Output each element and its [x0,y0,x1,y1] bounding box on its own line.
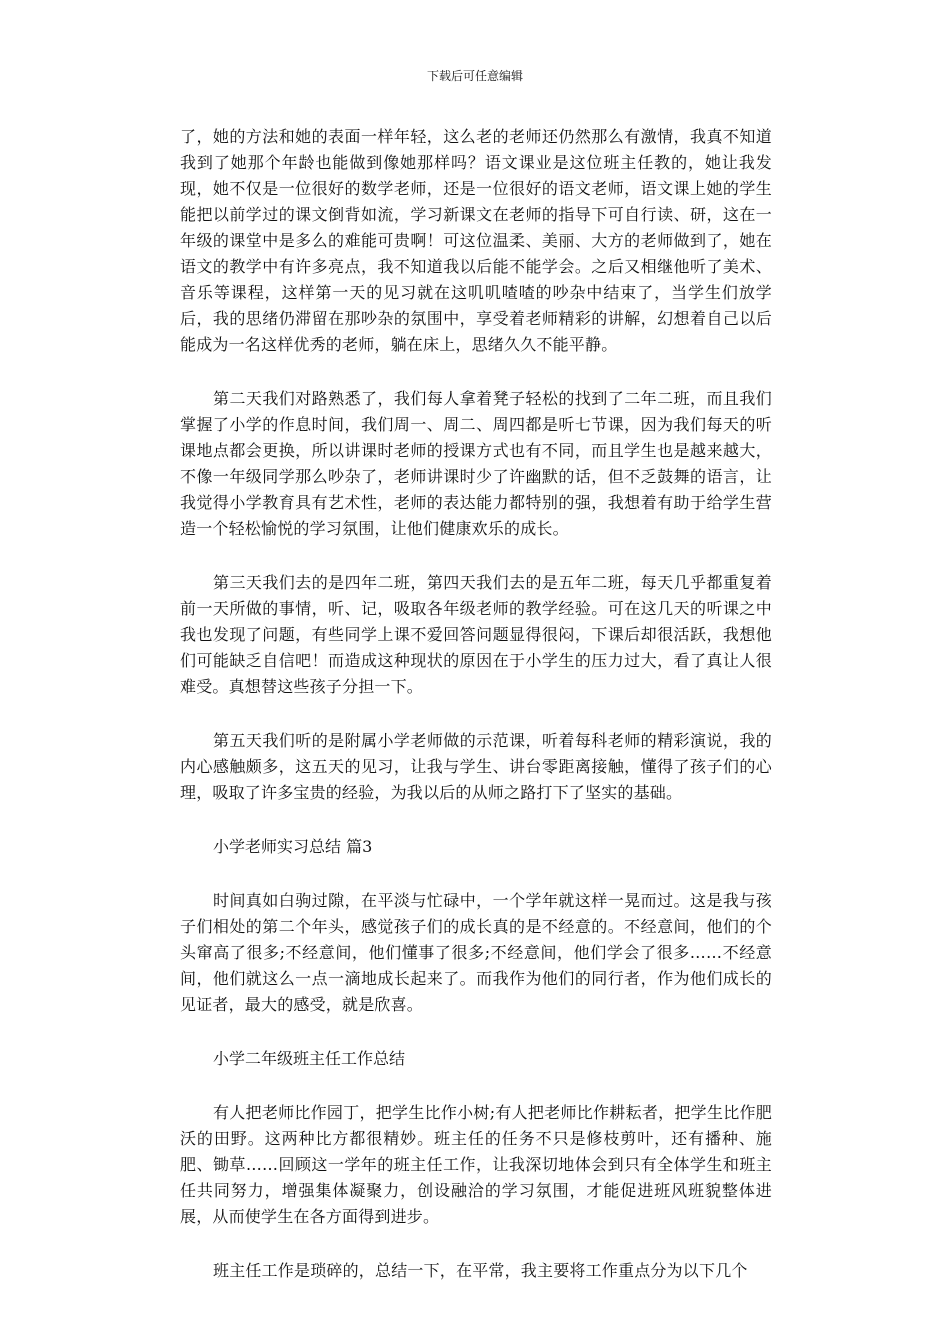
paragraph-3: 第三天我们去的是四年二班，第四天我们去的是五年二班，每天几乎都重复着前一天所做的事情，听、记，吸取各年级老师的教学经验。可在这几天的听课之中我也发现了问题，有些同学上课不爱回答问题显得很闷，下课后却很活跃，我想他们可能缺乏自信吧！而造成这种现状的原因在于小学生的压力过大，看了真让人很难受。真想替这些孩子分担一下。 [180,573,772,696]
paragraph-7: 班主任工作是琐碎的，总结一下，在平常，我主要将工作重点分为以下几个 [213,1261,748,1280]
section-heading-1: 小学老师实习总结 篇3 [213,837,373,856]
paragraph-1: 了，她的方法和她的表面一样年轻，这么老的老师还仍然那么有激情，我真不知道我到了她那个年龄也能做到像她那样吗？语文课业是这位班主任教的，她让我发现，她不仅是一位很好的数学老师，还是一位很好的语文老师，语文课上她的学生能把以前学过的课文倒背如流，学习新课文在老师的指导下可自行读、研，这在一年级的课堂中是多么的难能可贵啊！可这位温柔、美丽、大方的老师做到了，她在语文的教学中有许多亮点，我不知道我以后能不能学会。之后又相继他听了美术、音乐等课程，这样第一天的见习就在这叽叽喳喳的吵杂中结束了，当学生们放学后，我的思绪仍滞留在那吵杂的氛围中，享受着老师精彩的讲解，幻想着自己以后能成为一名这样优秀的老师，躺在床上，思绪久久不能平静。 [180,127,772,354]
paragraph-6: 有人把老师比作园丁，把学生比作小树;有人把老师比作耕耘者，把学生比作肥沃的田野。这两种比方都很精妙。班主任的任务不只是修枝剪叶，还有播种、施肥、锄草……回顾这一学年的班主任工作，让我深切地体会到只有全体学生和班主任共同努力，增强集体凝聚力，创设融洽的学习氛围，才能促进班风班貌整体进展，从而使学生在各方面得到进步。 [180,1103,772,1226]
page-header: 下载后可任意编辑 [426,69,523,83]
paragraph-2: 第二天我们对路熟悉了，我们每人拿着凳子轻松的找到了二年二班，而且我们掌握了小学的作息时间，我们周一、周二、周四都是听七节课，因为我们每天的听课地点都会更换，所以讲课时老师的授课方式也有不同，而且学生也是越来越大，不像一年级同学那么吵杂了，老师讲课时少了许幽默的话，但不乏鼓舞的语言，让我觉得小学教育具有艺术性，老师的表达能力都特别的强，我想着有助于给学生营造一个轻松愉悦的学习氛围，让他们健康欢乐的成长。 [180,389,772,538]
paragraph-4: 第五天我们听的是附属小学老师做的示范课，听着每科老师的精彩演说，我的内心感触颇多，这五天的见习，让我与学生、讲台零距离接触，懂得了孩子们的心理，吸取了许多宝贵的经验，为我以后的从师之路打下了坚实的基础。 [180,731,772,802]
paragraph-5: 时间真如白驹过隙，在平淡与忙碌中，一个学年就这样一晃而过。这是我与孩子们相处的第二个年头，感觉孩子们的成长真的是不经意的。不经意间，他们的个头窜高了很多;不经意间，他们懂事了很多;不经意间，他们学会了很多……不经意间，他们就这么一点一滴地成长起来了。而我作为他们的同行者，作为他们成长的见证者，最大的感受，就是欣喜。 [180,891,772,1014]
document-body [180,124,772,1312]
section-heading-2: 小学二年级班主任工作总结 [213,1049,406,1068]
